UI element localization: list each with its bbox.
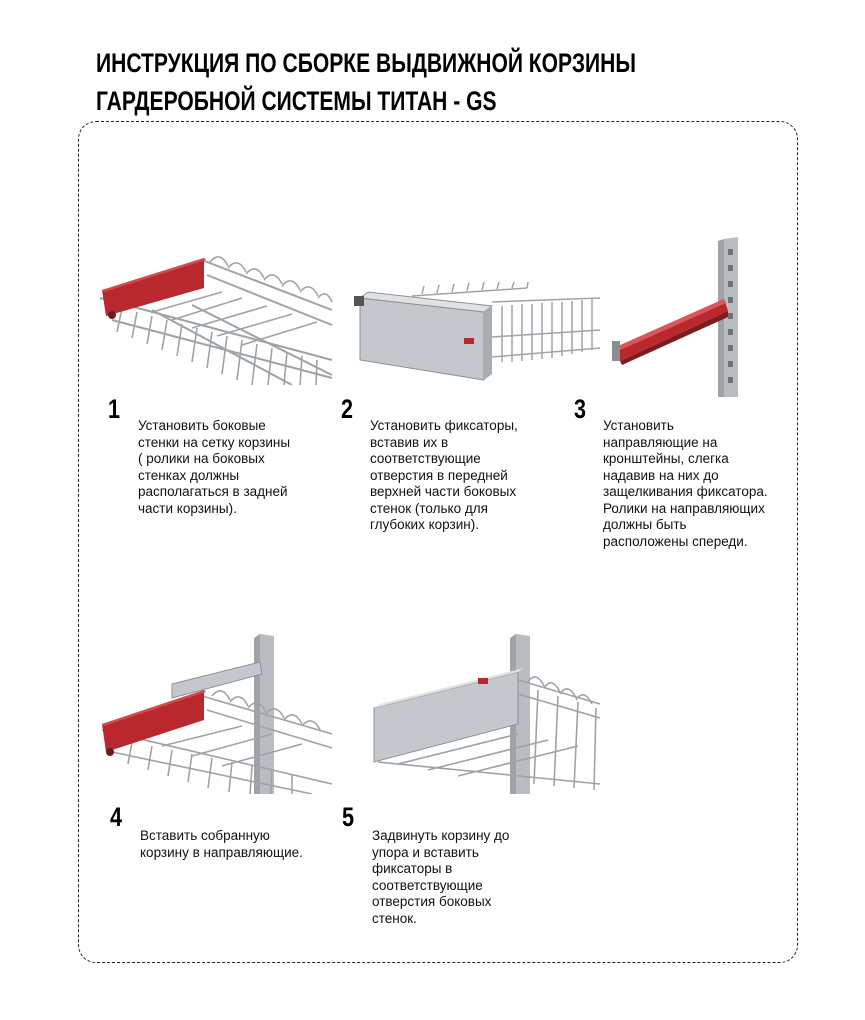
step-4-text: Вставить собранную корзину в направляющие. [140, 828, 303, 860]
step-1-text: Установить боковые стенки на сетку корзины ( ролики на боковых стенках должны располагаться в задней части корзины). [138, 418, 291, 516]
step-1-illustration [92, 250, 337, 385]
step-3-text: Установить направляющие на кронштейны, слегка надавив на них до защелкивания фиксатора. Ролики на направляющих должны быть расположены спереди. [603, 418, 768, 549]
step-2-number: 2 [341, 394, 354, 424]
title-line-1: ИНСТРУКЦИЯ ПО СБОРКЕ ВЫДВИЖНОЙ КОРЗИНЫ [96, 48, 636, 78]
title-line-2: ГАРДЕРОБНОЙ СИСТЕМЫ ТИТАН - GS [96, 86, 497, 116]
step-5-illustration [368, 634, 600, 794]
step-2-text: Установить фиксаторы, вставив их в соответствующие отверстия в передней верхней части боковых стенок (только для глубоких корзин). [370, 418, 518, 532]
step-3-illustration [612, 237, 747, 397]
step-2-illustration [352, 282, 600, 385]
step-1-number: 1 [108, 394, 121, 424]
step-3-number: 3 [574, 394, 587, 424]
step-4-illustration [92, 634, 332, 794]
step-4-number: 4 [110, 802, 123, 832]
step-5-number: 5 [342, 802, 355, 832]
page-title [96, 44, 642, 120]
step-5-text: Задвинуть корзину до упора и вставить фиксаторы в соответствующие отверстия боковых стенок. [372, 828, 510, 926]
